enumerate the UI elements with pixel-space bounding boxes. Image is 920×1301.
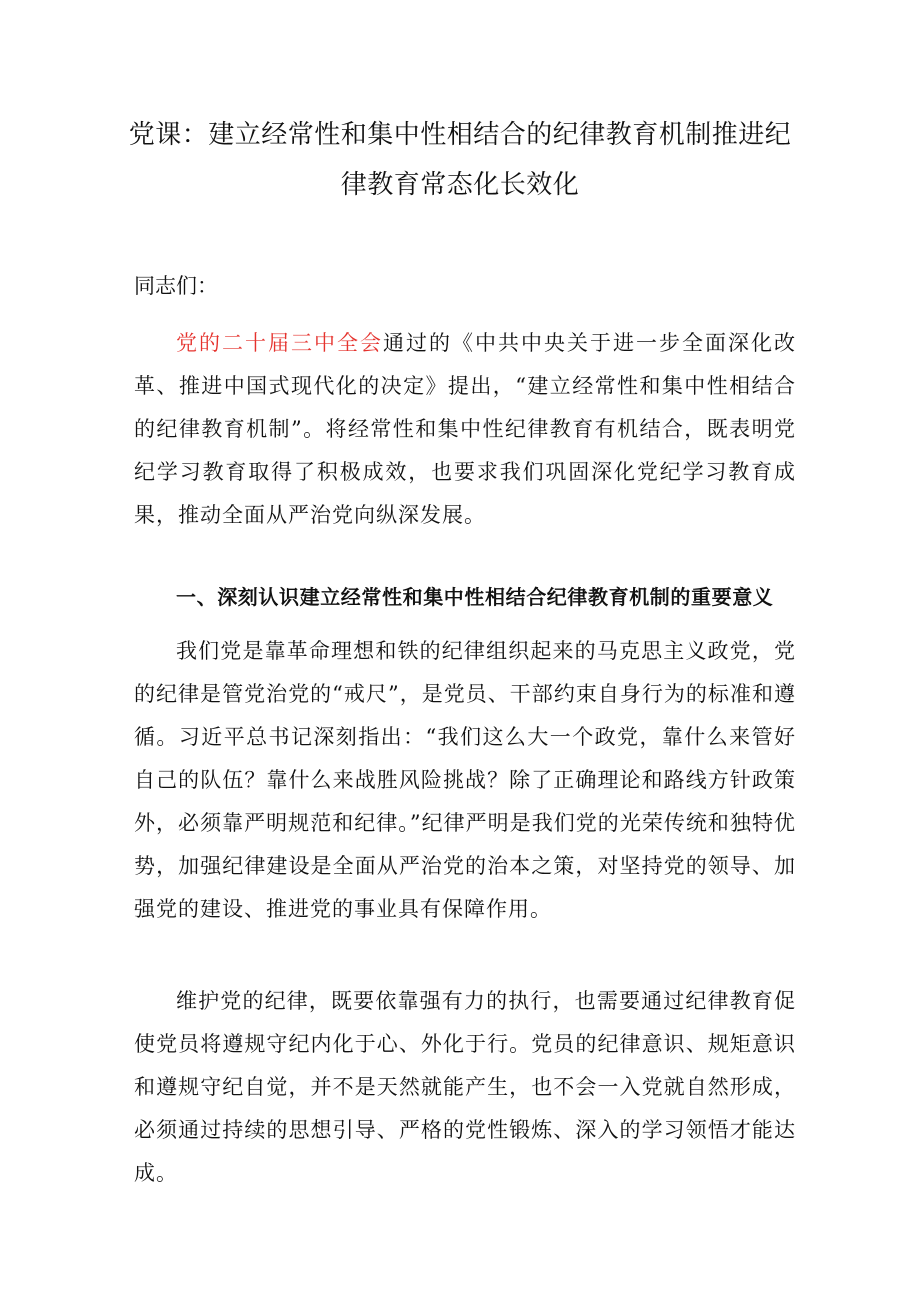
section-1-paragraph-1: 我们党是靠革命理想和铁的纪律组织起来的马克思主义政党，党的纪律是管党治党的“戒尺”，是党员、干部约束自身行为的标准和遵循。习近平总书记深刻指出：“我们这么大一个政党，靠什么来管好自己的队伍？靠什么来战胜风险挑战？除了正确理论和路线方针政策外，必须靠严明规范和纪律。”纪律严明是我们党的光荣传统和独特优势，加强纪律建设是全面从严治党的治本之策，对坚持党的领导、加强党的建设、推进党的事业具有保障作用。 (134, 639, 796, 921)
section-1-heading: 一、深刻认识建立经常性和集中性相结合纪律教育机制的重要意义 (176, 585, 774, 609)
salutation: 同志们： (134, 274, 218, 298)
document-title-line-2: 律教育常态化长效化 (340, 170, 580, 200)
document-title-line-1: 党课：建立经常性和集中性相结合的纪律教育机制推进纪 (128, 120, 792, 150)
intro-text: 通过的《中共中央关于进一步全面深化改革、推进中国式现代化的决定》提出，“建立经常性和集中性相结合的纪律教育机制”。将经常性和集中性纪律教育有机结合，既表明党纪学习教育取得了积极成效，也要求我们巩固深化党纪学习教育成果，推动全面从严治党向纵深发展。 (134, 331, 796, 527)
intro-paragraph (134, 322, 796, 537)
section-1-paragraph-2: 维护党的纪律，既要依靠强有力的执行，也需要通过纪律教育促使党员将遵规守纪内化于心、外化于行。党员的纪律意识、规矩意识和遵规守纪自觉，并不是天然就能产生，也不会一入党就自然形成，必须通过持续的思想引导、严格的党性锻炼、深入的学习领悟才能达成。 (134, 989, 796, 1185)
intro-highlight: 党的二十届三中全会 (176, 331, 383, 355)
